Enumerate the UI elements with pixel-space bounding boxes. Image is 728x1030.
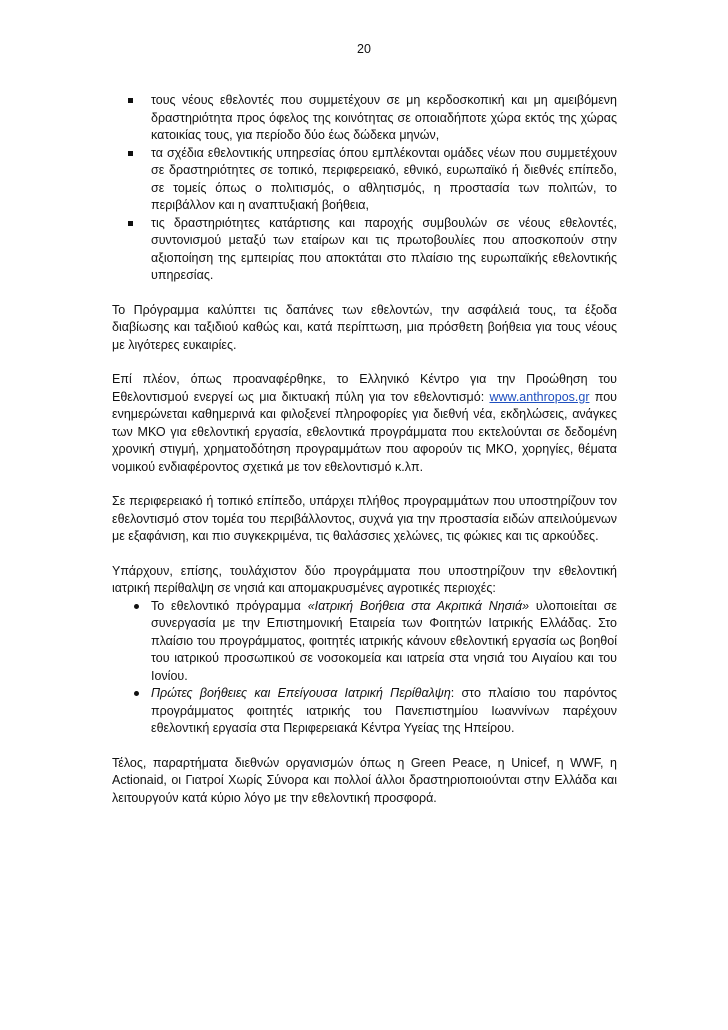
page-number: 20 [357,42,371,56]
list-item: τις δραστηριότητες κατάρτισης και παροχής συμβουλών σε νέους εθελοντές, συντονισμού μεταξύ των εταίρων και τις πρωτοβουλίες που αποσκοπούν στην αξιοποίηση της εμπειρίας που αποκτάται στο πλαίσιο της ευρωπαϊκής εθελοντικής υπηρεσίας. [112,215,617,285]
intro-bullet-list [112,92,617,285]
paragraph-regional-programs: Σε περιφερειακό ή τοπικό επίπεδο, υπάρχει πλήθος προγραμμάτων που υποστηρίζουν τον εθελοντισμό στον τομέα του περιβάλλοντος, συχνά για την προστασία ειδών απειλούμενων με εξαφάνιση, και πιο συγκεκριμένα, τις θαλάσσιες χελώνες, τις φώκιες και τις αρκούδες. [112,494,617,543]
list-item: Το εθελοντικό πρόγραμμα «Ιατρική Βοήθεια στα Ακριτικά Νησιά» υλοποιείται σε συνεργασία με την Επιστημονική Εταιρεία των Φοιτητών Ιατρικής Ελλάδας. Στο πλαίσιο του προγράμματος, φοιτητές ιατρικής κάνουν εθελοντική εργασία ως βοηθοί του ιατρικού προσωπικού σε νοσοκομεία και ιατρεία στα νησιά του Αιγαίου και του Ιονίου. [112,598,617,686]
anthropos-link[interactable]: www.anthropos.gr [489,389,590,404]
paragraph-medical-intro: Υπάρχουν, επίσης, τουλάχιστον δύο προγράμματα που υποστηρίζουν την εθελοντική ιατρική περίθαλψη σε νησιά και απομακρυσμένες αγροτικές περιοχές: [112,563,617,595]
round-bullet-icon [134,691,139,696]
list-item: τα σχέδια εθελοντικής υπηρεσίας όπου εμπλέκονται ομάδες νέων που συμμετέχουν σε δραστηριότητες σε τοπικό, περιφερειακό, εθνικό, ευρωπαϊκό ή διεθνές επίπεδο, σε τομείς όπως ο πολιτισμός, ο αθλητισμός, η προστασία των πολιτών, το περιβάλλον και η αναπτυξιακή βοήθεια, [112,145,617,215]
square-bullet-icon [128,151,133,156]
round-bullet-icon [134,604,139,609]
medical-bullet-list [112,598,617,738]
document-body [112,92,617,824]
paragraph-international-orgs: Τέλος, παραρτήματα διεθνών οργανισμών όπως η Green Peace, η Unicef, η WWF, η Actionaid, οι Γιατροί Χωρίς Σύνορα και πολλοί άλλοι δραστηριοποιούνται στην Ελλάδα και λειτουργούν κατά κύριο λόγο με την εθελοντική προσφορά. [112,755,617,805]
list-item: τους νέους εθελοντές που συμμετέχουν σε μη κερδοσκοπική και μη αμειβόμενη δραστηριότητα προς όφελος της κοινότητας σε οποιαδήποτε χώρα εκτός της χώρας κατοικίας τους, για περίοδο δύο έως δώδεκα μηνών, [112,92,617,145]
square-bullet-icon [128,221,133,226]
square-bullet-icon [128,98,133,103]
paragraph-program-costs: Το Πρόγραμμα καλύπτει τις δαπάνες των εθελοντών, την ασφάλειά τους, τα έξοδα διαβίωσης και ταξιδιού καθώς και, κατά περίπτωση, μια πρόσθετη βοήθεια για τους νέους με λιγότερες ευκαιρίες. [112,302,617,352]
list-item: Πρώτες βοήθειες και Επείγουσα Ιατρική Περίθαλψη: στο πλαίσιο του παρόντος προγράμματος φοιτητές ιατρικής του Πανεπιστημίου Ιωαννίνων παρέχουν εθελοντική εργασία στα Περιφερειακά Κέντρα Υγείας της Ηπείρου. [112,685,617,738]
paragraph-volunteer-portal: Επί πλέον, όπως προαναφέρθηκε, το Ελληνικό Κέντρο για την Προώθηση του Εθελοντισμού ενεργεί ως μια δικτυακή πύλη για τον εθελοντισμό: www.anthropos.gr που ενημερώνεται καθημερινά και φιλοξενεί πληροφορίες για διεθνή νέα, εκδηλώσεις, ανάγκες των ΜΚΟ για εθελοντική εργασία, εθελοντικά προγράμματα που εκτελούνται σε δεδομένη χρονική στιγμή, χρηματοδότηση προγραμμάτων που αφορούν τις ΜΚΟ, χορηγίες, θέματα νομικού ενδιαφέροντος σχετικά με τον εθελοντισμό κ.λπ. [112,372,617,474]
